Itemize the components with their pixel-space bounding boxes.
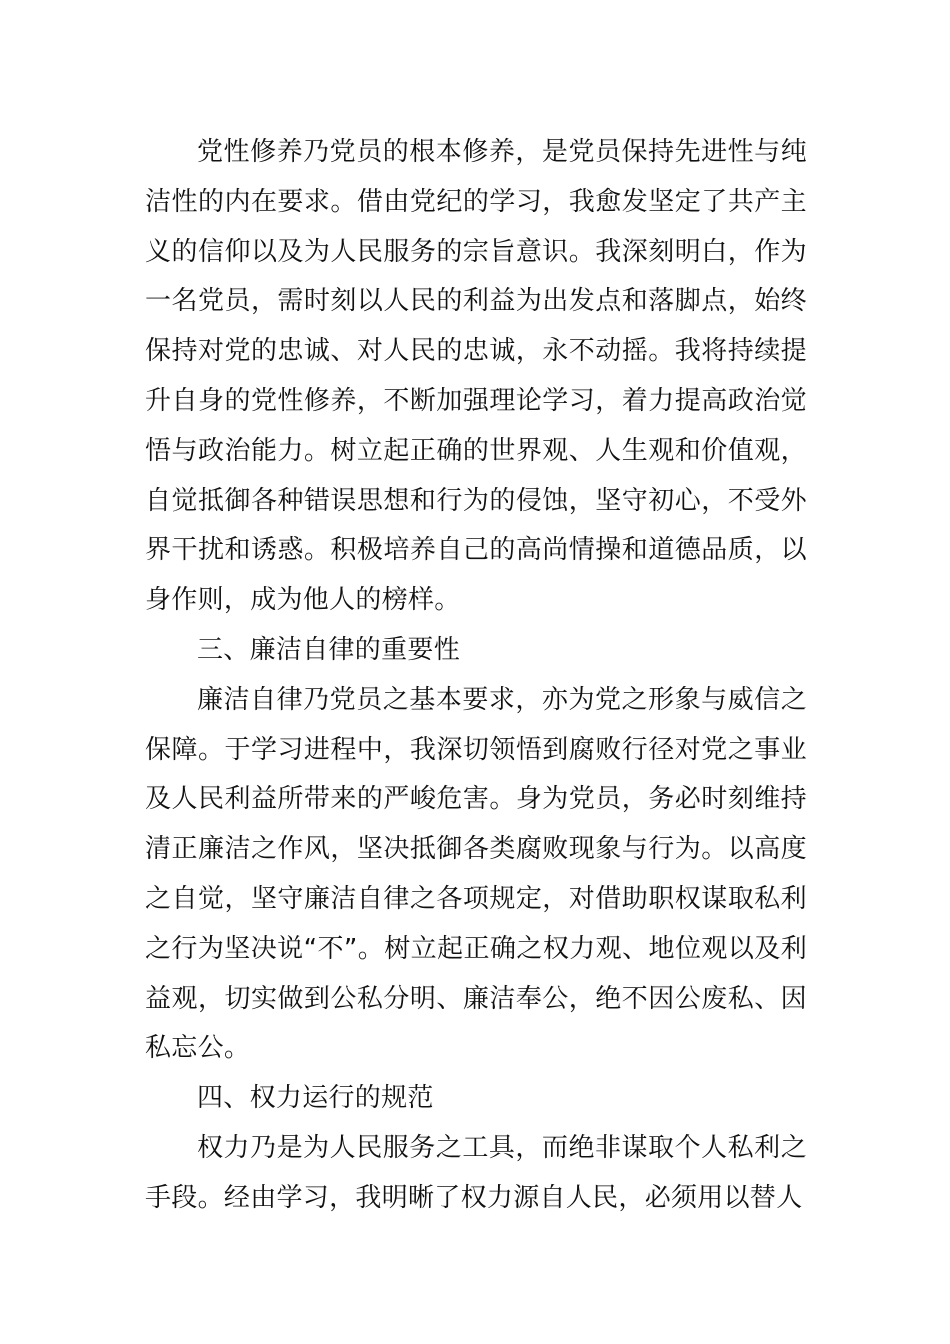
paragraph-integrity: 廉洁自律乃党员之基本要求，亦为党之形象与威信之保障。于学习进程中，我深切领悟到腐败行径对党之事业及人民利益所带来的严峻危害。身为党员，务必时刻维持清正廉洁之作风，坚决抵御各类腐败现象与行为。以高度之自觉，坚守廉洁自律之各项规定，对借助职权谋取私利之行为坚决说“不”。树立起正确之权力观、地位观以及利益观，切实做到公私分明、廉洁奉公，绝不因公废私、因私忘公。 xyxy=(145,684,807,1064)
section-heading-integrity: 三、廉洁自律的重要性 xyxy=(197,634,461,665)
paragraph-power: 权力乃是为人民服务之工具，而绝非谋取个人私利之手段。经由学习，我明晰了权力源自人民，必须用以替人 xyxy=(145,1132,807,1213)
document-page xyxy=(145,128,807,1224)
section-heading-power: 四、权力运行的规范 xyxy=(197,1083,434,1114)
paragraph-party-spirit: 党性修养乃党员的根本修养，是党员保持先进性与纯洁性的内在要求。借由党纪的学习，我愈发坚定了共产主义的信仰以及为人民服务的宗旨意识。我深刻明白，作为一名党员，需时刻以人民的利益为出发点和落脚点，始终保持对党的忠诚、对人民的忠诚，永不动摇。我将持续提升自身的党性修养，不断加强理论学习，着力提高政治觉悟与政治能力。树立起正确的世界观、人生观和价值观，自觉抵御各种错误思想和行为的侵蚀，坚守初心，不受外界干扰和诱惑。积极培养自己的高尚情操和道德品质，以身作则，成为他人的榜样。 xyxy=(145,137,807,616)
